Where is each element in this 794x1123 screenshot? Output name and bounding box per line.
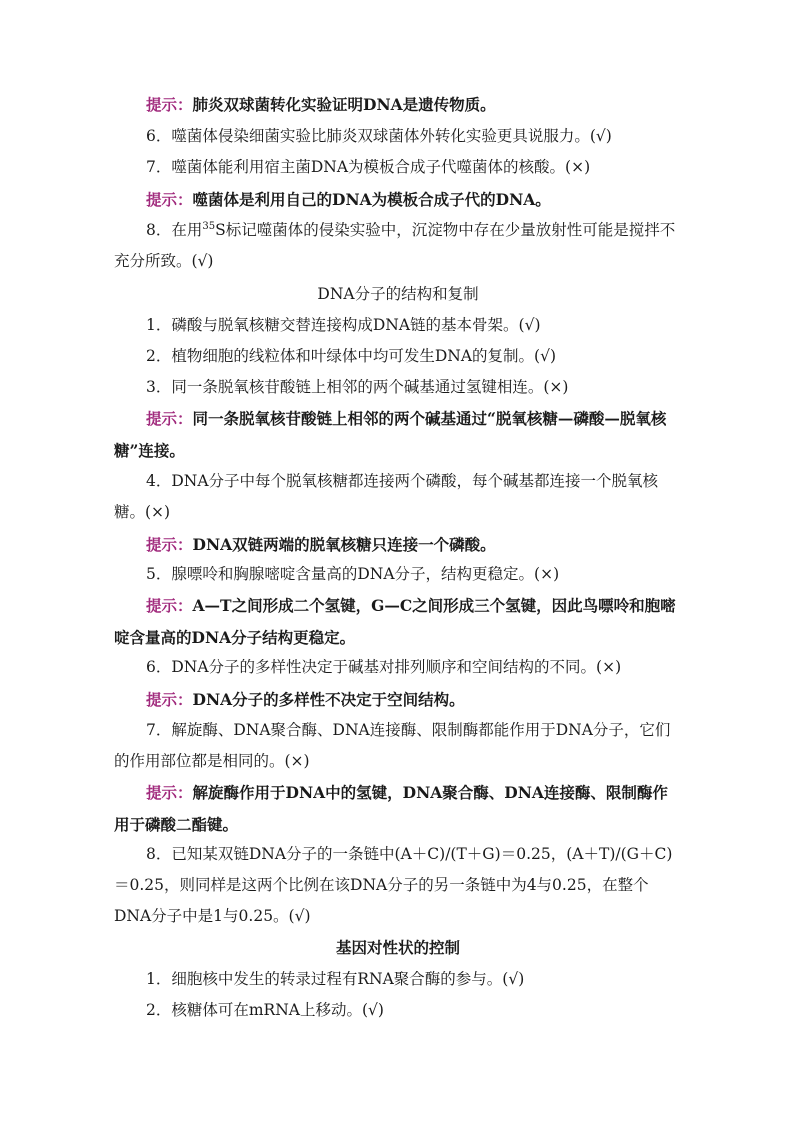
hint-text: 解旋酶作用于DNA中的氢键，DNA聚合酶、DNA连接酶、限制酶作用于磷酸二酯键。	[114, 783, 668, 834]
hint-text: 肺炎双球菌转化实验证明DNA是遗传物质。	[192, 95, 496, 114]
question-item: 4．DNA分子中每个脱氧核糖都连接两个磷酸，每个碱基都连接一个脱氧核糖。(×)	[114, 472, 659, 521]
hint-label: 提示：	[146, 690, 193, 709]
hint-text: 同一条脱氧核苷酸链上相邻的两个碱基通过“脱氧核糖—磷酸—脱氧核糖”连接。	[114, 409, 667, 460]
hint-label: 提示：	[146, 783, 193, 802]
hint-text: DNA分子的多样性不决定于空间结构。	[192, 690, 465, 709]
question-item: 3．同一条脱氧核苷酸链上相邻的两个碱基通过氢键相连。(×)	[146, 378, 569, 396]
question-item: 6．噬菌体侵染细菌实验比肺炎双球菌体外转化实验更具说服力。(√)	[146, 127, 612, 145]
hint-label: 提示：	[146, 95, 193, 114]
question-item: 1．磷酸与脱氧核糖交替连接构成DNA链的基本骨架。(√)	[146, 316, 541, 334]
hint-text: 噬菌体是利用自己的DNA为模板合成子代的DNA。	[192, 190, 551, 209]
hint-paragraph	[114, 89, 682, 121]
hint-label: 提示：	[146, 535, 193, 554]
question-item: 8．已知某双链DNA分子的一条链中(A＋C)/(T＋G)＝0.25，(A＋T)/(G＋C)＝0.25，则同样是这两个比例在该DNA分子的另一条链中为4与0.25，在整个DNA分子中是1与0.25。(√)	[114, 845, 673, 925]
hint-paragraph	[114, 590, 682, 654]
question-item: 2．植物细胞的线粒体和叶绿体中均可发生DNA的复制。(√)	[146, 347, 557, 365]
question-item	[114, 215, 682, 277]
section-heading: DNA分子的结构和复制	[317, 285, 479, 303]
question-text: S标记噬菌体的侵染实验中，沉淀物中存在少量放射性可能是搅拌不充分所致。(√)	[114, 221, 676, 270]
question-item: 6．DNA分子的多样性决定于碱基对排列顺序和空间结构的不同。(×)	[146, 658, 622, 676]
isotope-superscript: 35	[202, 220, 216, 232]
hint-label: 提示：	[146, 190, 193, 209]
section-heading: 基因对性状的控制	[335, 938, 460, 957]
hint-text: A—T之间形成二个氢键，G—C之间形成三个氢键，因此鸟嘌呤和胞嘧啶含量高的DNA分子结构更稳定。	[114, 596, 676, 647]
question-item: 7．解旋酶、DNA聚合酶、DNA连接酶、限制酶都能作用于DNA分子，它们的作用部位都是相同的。(×)	[114, 721, 671, 770]
question-item: 2．核糖体可在mRNA上移动。(√)	[146, 1001, 384, 1019]
hint-text: DNA双链两端的脱氧核糖只连接一个磷酸。	[192, 535, 496, 554]
hint-label: 提示：	[146, 409, 193, 428]
question-item: 1．细胞核中发生的转录过程有RNA聚合酶的参与。(√)	[146, 970, 525, 988]
question-item: 7．噬菌体能利用宿主菌DNA为模板合成子代噬菌体的核酸。(×)	[146, 158, 591, 176]
question-prefix: 8．在用	[146, 221, 203, 239]
question-item: 5．腺嘌呤和胸腺嘧啶含量高的DNA分子，结构更稳定。(×)	[146, 565, 560, 583]
hint-paragraph	[114, 184, 682, 216]
hint-label: 提示：	[146, 596, 193, 615]
hint-paragraph	[114, 403, 682, 467]
hint-paragraph	[114, 684, 682, 716]
hint-paragraph	[114, 777, 682, 841]
hint-paragraph	[114, 529, 682, 561]
